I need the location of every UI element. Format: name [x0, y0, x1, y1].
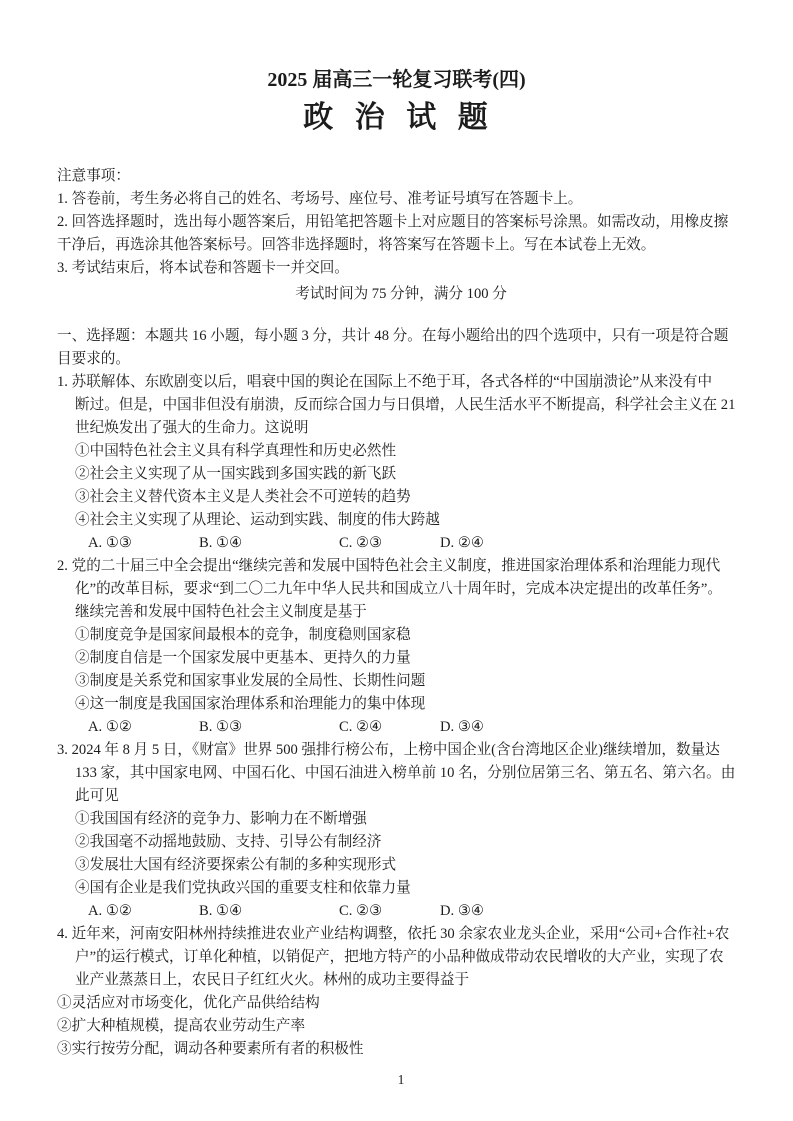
question-stem-line: 继续完善和发展中国特色社会主义制度是基于	[75, 604, 367, 620]
options-row	[57, 532, 745, 555]
question-subitem-2: ②扩大种植规模，提高农业劳动生产率	[57, 1018, 306, 1034]
options-row	[57, 716, 745, 739]
question-stem-line: 1. 苏联解体、东欧剧变以后，唱衰中国的舆论在国际上不绝于耳，各式各样的“中国崩溃论”从来没有中	[57, 374, 713, 390]
question-1	[57, 371, 745, 555]
option-b: B. ①③	[199, 719, 243, 735]
question-subitem-3: ③制度是关系党和国家事业发展的全局性、长期性问题	[75, 673, 426, 689]
option-d: D. ③④	[440, 719, 485, 735]
question-stem-line: 4. 近年来，河南安阳林州持续推进农业产业结构调整，依托 30 余家农业龙头企业，采用“公司+合作社+农	[57, 926, 730, 942]
option-a: A. ①②	[88, 903, 133, 919]
section-heading	[57, 325, 745, 371]
question-2	[57, 555, 745, 739]
question-subitem-1: ①我国国有经济的竞争力、影响力在不断增强	[75, 811, 367, 827]
question-subitem-2: ②制度自信是一个国家发展中更基本、更持久的力量	[75, 650, 411, 666]
option-c: C. ②③	[339, 903, 383, 919]
option-b: B. ①④	[199, 903, 243, 919]
option-a: A. ①②	[88, 719, 133, 735]
exam-duration-info: 考试时间为 75 分钟，满分 100 分	[295, 286, 507, 302]
question-subitem-1: ①中国特色社会主义具有科学真理性和历史必然性	[75, 443, 397, 459]
question-subitem-4: ④这一制度是我国国家治理体系和治理能力的集中体现	[75, 696, 426, 712]
notice-section	[57, 165, 745, 306]
question-subitem-3: ③实行按劳分配，调动各种要素所有者的积极性	[57, 1041, 364, 1057]
question-stem-line: 断过。但是，中国非但没有崩溃，反而综合国力与日俱增，人民生活水平不断提高，科学社会主义在 21	[75, 397, 736, 413]
question-subitem-1: ①制度竞争是国家间最根本的竞争，制度稳则国家稳	[75, 627, 411, 643]
question-subitem-2: ②社会主义实现了从一国实践到多国实践的新飞跃	[75, 466, 397, 482]
question-subitem-4: ④社会主义实现了从理论、运动到实践、制度的伟大跨越	[75, 512, 440, 528]
question-stem-line: 3. 2024 年 8 月 5 日，《财富》世界 500 强排行榜公布，上榜中国企业(含台湾地区企业)继续增加，数量达	[57, 742, 720, 758]
notice-heading: 注意事项：	[57, 168, 130, 184]
question-subitem-4: ④国有企业是我们党执政兴国的重要支柱和依靠力量	[75, 880, 411, 896]
exam-title: 2025 届高三一轮复习联考(四)	[267, 69, 526, 91]
question-subitem-1: ①灵活应对市场变化，优化产品供给结构	[57, 995, 320, 1011]
question-stem-line: 2. 党的二十届三中全会提出“继续完善和发展中国特色社会主义制度，推进国家治理体系和治理能力现代	[57, 558, 721, 574]
subject-title: 政 治 试 题	[303, 101, 490, 134]
question-3	[57, 739, 745, 923]
page-number: 1	[397, 1072, 405, 1087]
option-c: C. ②③	[339, 535, 383, 551]
question-4	[57, 923, 745, 1061]
section-heading-line-1: 一、选择题：本题共 16 小题，每小题 3 分，共计 48 分。在每小题给出的四个选项中，只有一项是符合题	[57, 328, 729, 344]
question-stem-line: 133 家，其中国家电网、中国石化、中国石油进入榜单前 10 名，分别位居第三名、第五名、第六名。由	[75, 765, 736, 781]
question-subitem-3: ③发展壮大国有经济要探索公有制的多种实现形式	[75, 857, 397, 873]
notice-line-2-cont: 干净后，再选涂其他答案标号。回答非选择题时，将答案写在答题卡上。写在本试卷上无效。	[57, 237, 656, 253]
question-stem-line: 户”的运行模式，订单化种植，以销促产，把地方特产的小品种做成带动农民增收的大产业，实现了农	[75, 949, 724, 965]
notice-line-2: 2. 回答选择题时，选出每小题答案后，用铅笔把答题卡上对应题目的答案标号涂黑。如需改动，用橡皮擦	[57, 214, 729, 230]
question-subitem-3: ③社会主义替代资本主义是人类社会不可逆转的趋势	[75, 489, 411, 505]
question-subitem-2: ②我国毫不动摇地鼓励、支持、引导公有制经济	[75, 834, 382, 850]
notice-line-1: 1. 答卷前，考生务必将自己的姓名、考场号、座位号、准考证号填写在答题卡上。	[57, 191, 583, 207]
options-row	[57, 900, 745, 923]
question-stem-line: 此可见	[75, 788, 119, 804]
option-b: B. ①④	[199, 535, 243, 551]
option-c: C. ②④	[339, 719, 383, 735]
question-stem-line: 业产业蒸蒸日上，农民日子红红火火。林州的成功主要得益于	[75, 972, 470, 988]
question-stem-line: 世纪焕发出了强大的生命力。这说明	[75, 420, 309, 436]
question-stem-line: 化”的改革目标，要求“到二〇二九年中华人民共和国成立八十周年时，完成本决定提出的改革任务”。	[75, 581, 722, 597]
section-heading-line-2: 目要求的。	[57, 351, 130, 367]
option-d: D. ②④	[440, 535, 485, 551]
option-d: D. ③④	[440, 903, 485, 919]
notice-line-3: 3. 考试结束后，将本试卷和答题卡一并交回。	[57, 260, 349, 276]
option-a: A. ①③	[88, 535, 133, 551]
